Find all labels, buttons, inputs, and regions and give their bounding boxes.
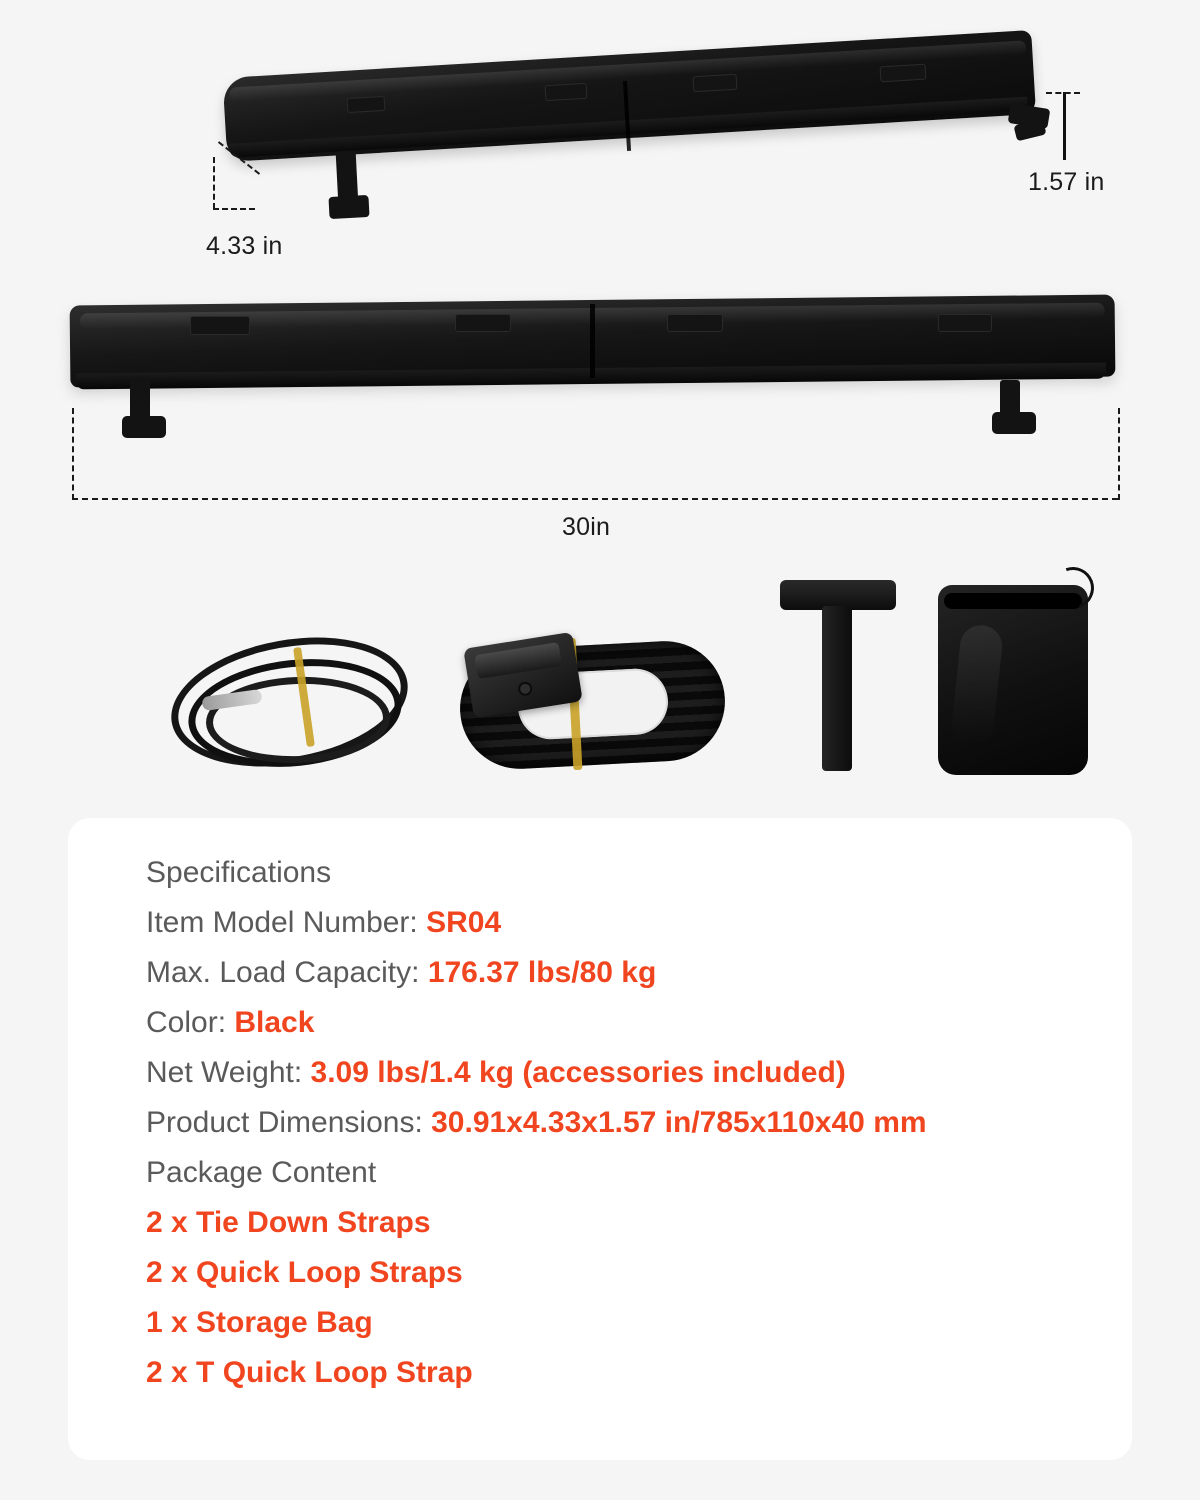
cam-pin: [517, 681, 533, 697]
length-dimension-guide: [72, 408, 74, 500]
storage-bag-image: [930, 560, 1090, 780]
spec-row-color: [146, 998, 1132, 1048]
accessories-row: [0, 555, 1200, 805]
depth-dimension-label: 4.33 in: [206, 232, 283, 260]
spec-label: Max. Load Capacity:: [146, 956, 428, 989]
spec-label: Product Dimensions:: [146, 1106, 432, 1139]
specifications-card: [68, 818, 1132, 1460]
spec-row-load-capacity: [146, 948, 1132, 998]
spec-label: Color:: [146, 1006, 235, 1039]
pad-seam: [590, 304, 595, 378]
depth-dimension-guide: [213, 208, 255, 210]
package-item: 2 x Quick Loop Straps: [146, 1256, 463, 1289]
roof-rack-pad-front-image: [70, 300, 1115, 420]
length-dimension-label: 30in: [562, 513, 611, 541]
cam-buckle-strap-image: [450, 610, 740, 775]
package-content-heading: Package Content: [146, 1156, 377, 1189]
pad-strap-buckle: [992, 412, 1036, 434]
cam-lever: [474, 642, 562, 679]
t-strap-stem: [822, 606, 852, 771]
pad-velcro-tab: [545, 83, 588, 101]
spec-value: 30.91x4.33x1.57 in/785x110x40 mm: [431, 1106, 927, 1139]
spec-value: SR04: [426, 906, 502, 939]
pad-velcro-tab: [667, 314, 723, 332]
height-dimension-guide: [1063, 92, 1066, 160]
pad-velcro-tab: [880, 64, 927, 83]
spec-label: Net Weight:: [146, 1056, 311, 1089]
bag-highlight: [950, 623, 1004, 747]
pad-velcro-tab: [190, 316, 250, 335]
spec-row-model-number: [146, 898, 1132, 948]
spec-row-product-dimensions: [146, 1098, 1132, 1148]
package-item: 2 x Tie Down Straps: [146, 1206, 431, 1239]
package-item: 2 x T Quick Loop Strap: [146, 1356, 473, 1389]
length-dimension-guide: [72, 498, 1118, 500]
package-item: 1 x Storage Bag: [146, 1306, 373, 1339]
height-dimension-guide: [1046, 92, 1080, 94]
pad-velcro-tab: [693, 74, 738, 93]
spec-label: Item Model Number:: [146, 906, 427, 939]
height-dimension-label: 1.57 in: [1028, 168, 1105, 196]
tie-down-rope-image: [150, 615, 430, 775]
spec-value: 3.09 lbs/1.4 kg (accessories included): [310, 1056, 846, 1089]
pad-velcro-tab: [455, 314, 511, 332]
spec-row-net-weight: [146, 1048, 1132, 1098]
spec-value: 176.37 lbs/80 kg: [427, 956, 657, 989]
pad-strap-buckle: [328, 195, 369, 219]
storage-bag: [938, 585, 1088, 775]
pad-velcro-tab: [347, 96, 386, 113]
pad-strap-buckle: [122, 416, 166, 438]
spec-value: Black: [234, 1006, 315, 1039]
depth-dimension-guide: [213, 157, 215, 209]
specifications-heading: Specifications: [146, 856, 332, 889]
pad-velcro-tab: [938, 314, 992, 332]
t-quick-loop-strap-image: [780, 570, 900, 785]
length-dimension-guide: [1118, 408, 1120, 500]
roof-rack-pad-top-image: [225, 78, 1035, 188]
